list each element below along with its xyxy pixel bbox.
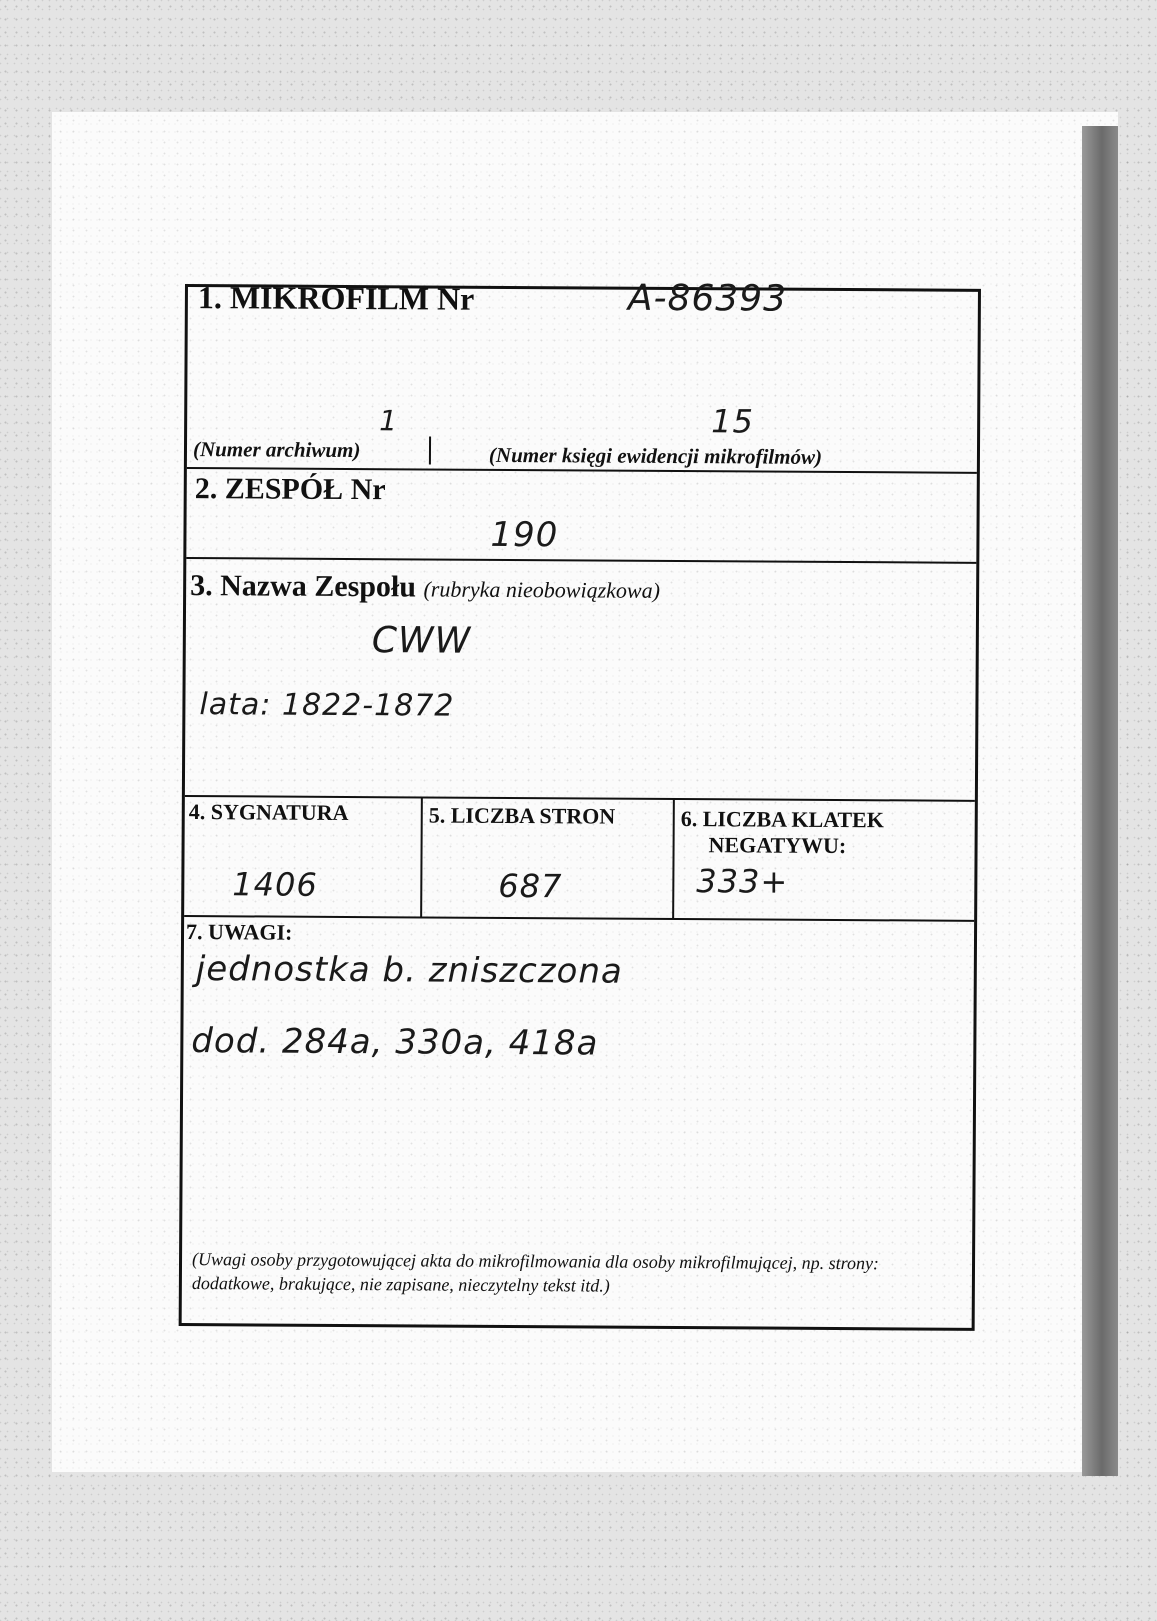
remarks-label: 7. UWAGI: — [185, 919, 293, 945]
microfilm-number-value: A-86393 — [627, 277, 788, 320]
archive-number-value: 1 — [379, 404, 399, 438]
page-count-value: 687 — [498, 866, 563, 906]
remarks-note-2: dod. 284a, 330a, 418a — [191, 1021, 599, 1064]
fond-name-value: CWW — [371, 620, 472, 662]
fond-name-hint: (rubryka nieobowiązkowa) — [423, 576, 661, 603]
fond-number-label: 2. ZESPÓŁ Nr — [194, 472, 386, 507]
remarks-footnote: (Uwagi osoby przygotowującej akta do mikrofilmowania dla osoby mikrofilmującej, np. strony: dodatkowe, brakujące, nie zapisane, nieczytelny tekst itd.) — [191, 1249, 880, 1296]
frame-count-label-2: NEGATYWU: — [708, 832, 847, 859]
column-divider-1 — [420, 796, 423, 916]
fond-name-label: 3. Nazwa Zespołu (rubryka nieobowiązkowa) — [190, 569, 661, 604]
page-count-label: 5. LICZBA STRON — [428, 802, 616, 829]
microfilm-number-label: 1. MIKROFILM Nr — [197, 279, 475, 317]
archive-number-label: (Numer archiwum) — [192, 437, 361, 463]
fond-dates-value: lata: 1822-1872 — [199, 687, 455, 724]
remarks-note-1: jednostka b. zniszczona — [195, 949, 623, 992]
frame-count-label: 6. LICZBA KLATEK — [680, 806, 884, 833]
microfilm-form — [179, 277, 981, 1331]
register-number-value: 15 — [711, 402, 755, 441]
column-divider-2 — [672, 798, 675, 918]
fond-number-value: 190 — [490, 514, 559, 556]
number-divider — [429, 436, 431, 464]
divider-2 — [186, 557, 976, 564]
divider-4 — [184, 915, 974, 922]
register-number-label: (Numer księgi ewidencji mikrofilmów) — [488, 442, 823, 469]
signature-label: 4. SYGNATURA — [188, 799, 349, 826]
signature-value: 1406 — [232, 865, 318, 904]
frame-count-value: 333+ — [696, 862, 789, 901]
film-edge-right — [1082, 126, 1118, 1476]
